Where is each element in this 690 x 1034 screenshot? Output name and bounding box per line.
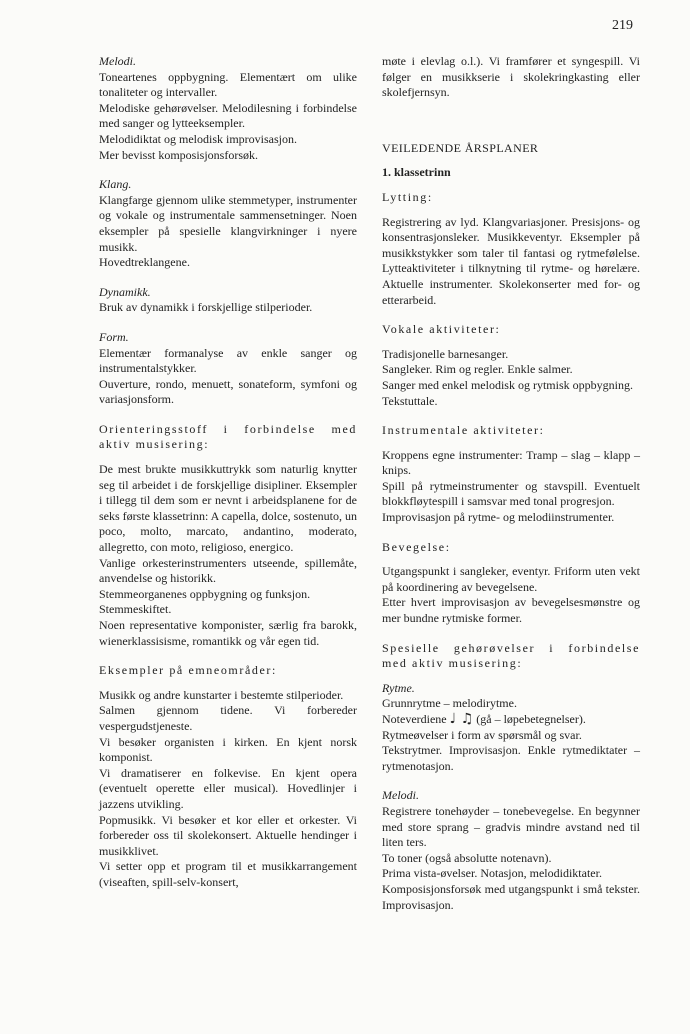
paragraph: Komposisjonsforsøk med utgangspunkt i små tekster. Improvisasjon. bbox=[382, 881, 640, 912]
paragraph: Tekstrytmer. Improvisasjon. Enkle rytmediktater – rytmenotasjon. bbox=[382, 743, 640, 773]
paragraph: Melodiske gehørøvelser. Melodilesning i forbindelse med sanger og lytteeksempler. bbox=[99, 100, 357, 131]
paragraph: Melodidiktat og melodisk improvisasjon. bbox=[99, 131, 297, 146]
paragraph: Musikk og andre kunstarter i bestemte stilperioder. bbox=[99, 687, 344, 702]
paragraph: Noen representative komponister, særlig fra barokk, wienerklassisisme, romantikk og vår egen tid. bbox=[99, 618, 357, 648]
paragraph: Popmusikk. Vi besøker et kor eller et orkester. Vi forbereder oss til skolekonsert. Aktuelle hendinger i musikklivet. bbox=[99, 812, 357, 858]
paragraph: Sanger med enkel melodisk og rytmisk oppbygning. bbox=[382, 377, 633, 392]
paragraph: Elementær formanalyse av enkle sanger og instrumentalstykker. bbox=[99, 345, 357, 376]
paragraph: Salmen gjennom tidene. Vi forbereder vespergudstjeneste. bbox=[99, 703, 357, 733]
paragraph: Vi dramatiserer en folkevise. En kjent opera (eventuelt operette eller musical). Hovedlinjer i jazzens utvikling. bbox=[99, 765, 357, 811]
paragraph: Toneartenes oppbygning. Elementært om ulike tonaliteter og intervaller. bbox=[99, 69, 357, 100]
page-number: 219 bbox=[612, 18, 633, 33]
instrumentale-heading: Instrumentale aktiviteter: bbox=[382, 423, 545, 438]
paragraph: Prima vista-øvelser. Notasjon, melodidiktater. bbox=[382, 866, 602, 881]
note-values-line bbox=[382, 712, 640, 728]
paragraph: Utgangspunkt i sangleker, eventyr. Friform uten vekt på koordinering av bevegelsene. bbox=[382, 564, 640, 594]
paragraph: Vi setter opp et program til et musikkarrangement (viseaften, spill-selv-konsert, bbox=[99, 859, 357, 889]
eksempler-heading: Eksempler på emneområder: bbox=[99, 663, 277, 678]
paragraph: Rytmeøvelser i form av spørsmål og svar. bbox=[382, 727, 582, 742]
paragraph: Ouverture, rondo, menuett, sonateform, symfoni og variasjonsform. bbox=[99, 376, 357, 407]
orientering-heading: Orienteringsstoff i forbindelse med aktiv musisering: bbox=[99, 421, 357, 452]
main-heading: VEILEDENDE ÅRSPLANER bbox=[382, 140, 539, 155]
paragraph: Hovedtreklangene. bbox=[99, 255, 190, 270]
paragraph: Mer bevisst komposisjonsforsøk. bbox=[99, 147, 258, 162]
paragraph: Bruk av dynamikk i forskjellige stilperioder. bbox=[99, 300, 313, 315]
paragraph: Tradisjonelle barnesanger. bbox=[382, 346, 509, 361]
paragraph: Spill på rytmeinstrumenter og stavspill. Eventuelt blokkfløytespill i samsvar med tonal progresjon. bbox=[382, 478, 640, 509]
music-note-icon: ♩ ♫ bbox=[449, 711, 474, 727]
paragraph: De mest brukte musikkuttrykk som naturlig knytter seg til arbeidet i de forskjellige disipliner. Eksempler i tillegg til dem som er nevnt i arbeidsplanene for de seks første klassetrinn: A capella, dolce, sostenuto, un poco, molto, marcato, andantino, moderato, allegretto, con moto, religioso, energico. bbox=[99, 462, 357, 555]
spesielle-heading: Spesielle gehørøvelser i forbindelse med aktiv musisering: bbox=[382, 640, 640, 671]
paragraph: Registrere tonehøyder – tonebevegelse. En begynner med store sprang – gradvis mindre avstand ned til liten ters. bbox=[382, 803, 640, 850]
paragraph: Kroppens egne instrumenter: Tramp – slag – klapp – knips. bbox=[382, 447, 640, 478]
note-suffix: (gå – løpebetegnelser). bbox=[476, 712, 586, 726]
paragraph: Registrering av lyd. Klangvariasjoner. Presisjons- og konsentrasjonsleker. Musikkeventyr. Eksempler på musikkstykker som taler til fantasi og rytmefølelse. Lytteaktiviteter i tilknytning til rytme- og hørelære. Aktuelle instrumenter. Skolekonserter med for- og etterarbeid. bbox=[382, 214, 640, 307]
paragraph: Vanlige orkesterinstrumenters utseende, spillemåte, anvendelse og historikk. bbox=[99, 555, 357, 586]
paragraph: Tekstuttale. bbox=[382, 393, 438, 408]
melodi-heading: Melodi. bbox=[382, 788, 419, 803]
right-column bbox=[382, 54, 640, 913]
lytting-heading: Lytting: bbox=[382, 189, 433, 204]
paragraph: Improvisasjon på rytme- og melodiinstrumenter. bbox=[382, 510, 615, 525]
bevegelse-heading: Bevegelse: bbox=[382, 539, 451, 554]
paragraph: Stemmeskiftet. bbox=[99, 602, 172, 617]
dynamikk-heading: Dynamikk. bbox=[99, 284, 151, 299]
paragraph: Stemmeorganenes oppbygning og funksjon. bbox=[99, 586, 311, 601]
paragraph: Sangleker. Rim og regler. Enkle salmer. bbox=[382, 362, 573, 377]
paragraph: Vi besøker organisten i kirken. En kjent norsk komponist. bbox=[99, 734, 357, 765]
klang-heading: Klang. bbox=[99, 177, 132, 192]
paragraph: møte i elevlag o.l.). Vi framfører et syngespill. Vi følger en musikkserie i skolekringkasting eller skolefjernsyn. bbox=[382, 54, 640, 100]
grade-heading: 1. klassetrinn bbox=[382, 165, 451, 180]
paragraph: Etter hvert improvisasjon av bevegelsesmønstre og mer bundne rytmiske former. bbox=[382, 595, 640, 626]
note-prefix: Noteverdiene bbox=[382, 712, 447, 726]
vokale-heading: Vokale aktiviteter: bbox=[382, 322, 501, 337]
paragraph: To toner (også absolutte notenavn). bbox=[382, 850, 552, 865]
left-column bbox=[99, 54, 357, 891]
rytme-heading: Rytme. bbox=[382, 680, 415, 695]
melodi-heading: Melodi. bbox=[99, 54, 136, 68]
paragraph: Grunnrytme – melodirytme. bbox=[382, 696, 517, 711]
paragraph: Klangfarge gjennom ulike stemmetyper, instrumenter og vokale og instrumentale sammensetninger. Noen eksempler på spesielle klangvirkninger i nyere musikk. bbox=[99, 192, 357, 254]
form-heading: Form. bbox=[99, 329, 129, 344]
